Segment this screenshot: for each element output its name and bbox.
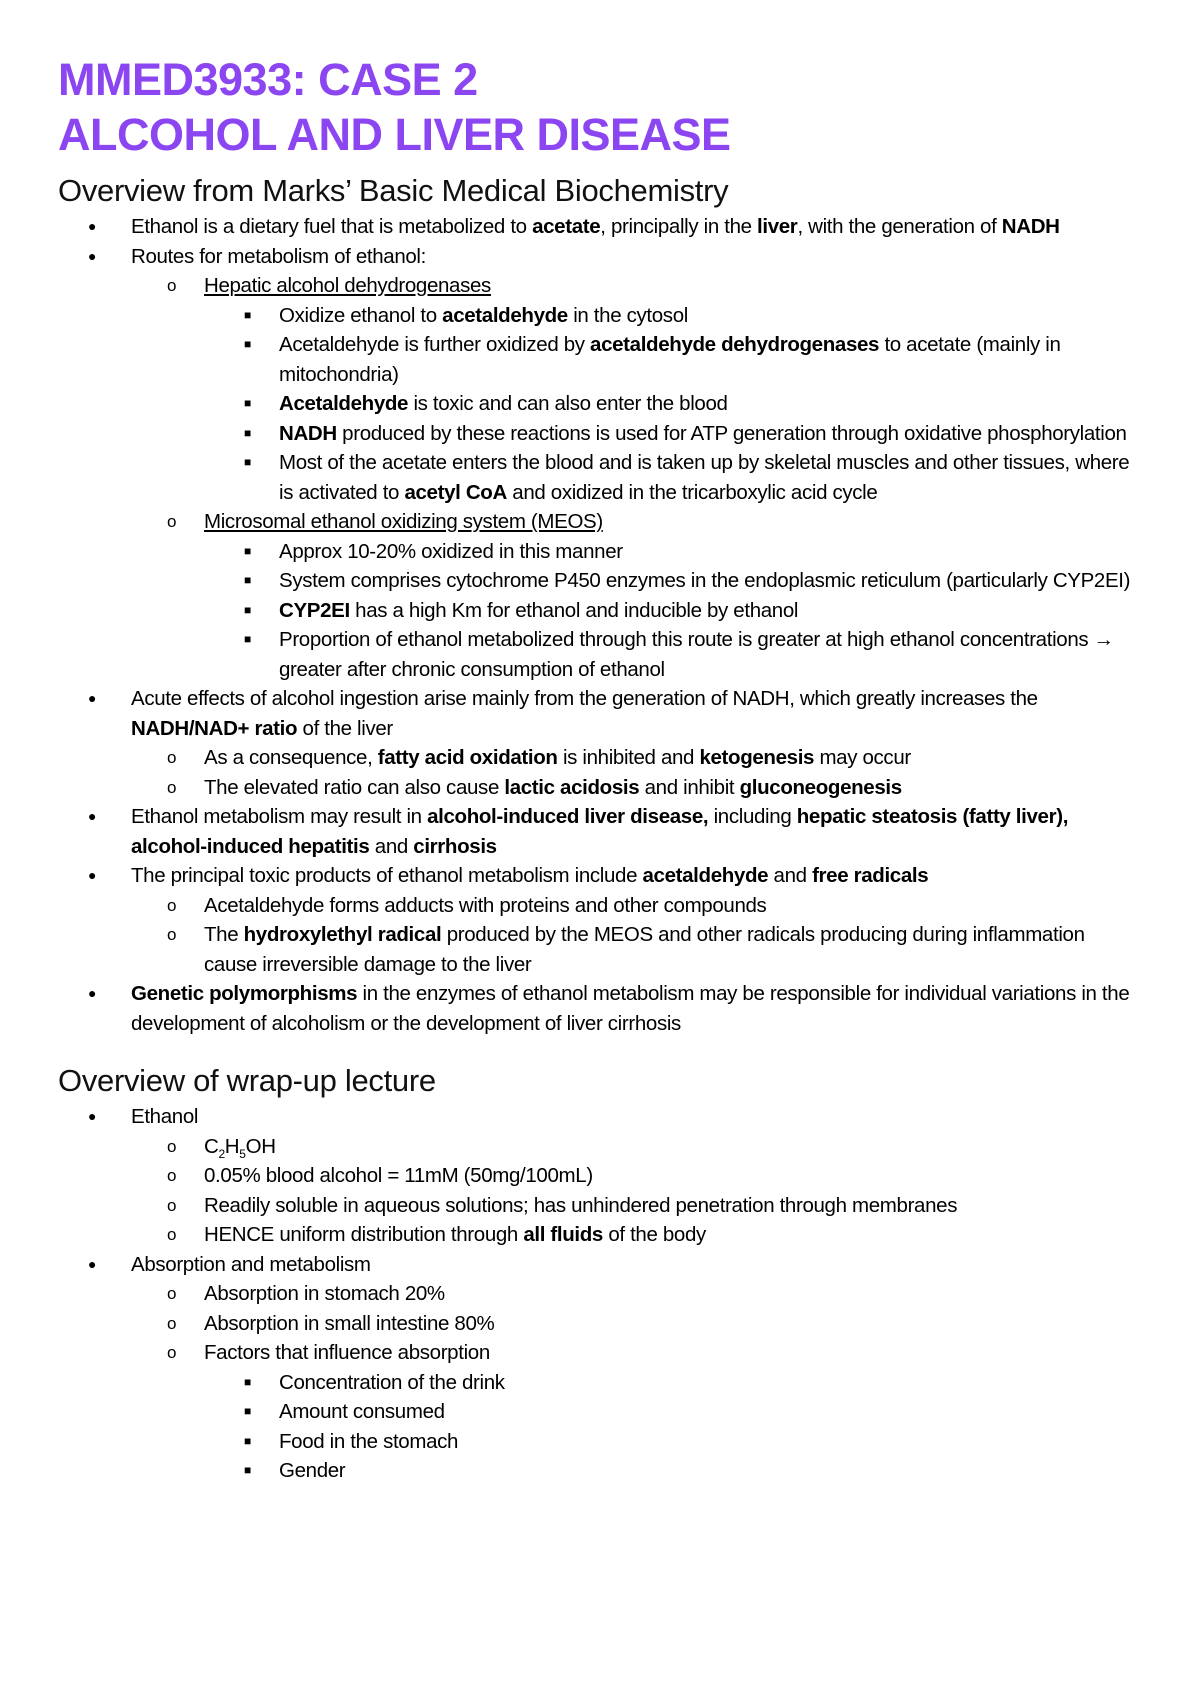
text-run: in the enzymes of ethanol metabolism may be responsible for individual variations in the development of alcoholism or the development of liver cirrhosis: [131, 982, 1130, 1035]
text-run: of the liver: [297, 716, 393, 740]
bold-text: hydroxylethyl radical: [243, 923, 442, 946]
list-item: [58, 566, 1140, 596]
text-run: Ethanol is a dietary fuel that is metabolized to: [131, 215, 533, 238]
list-item: [58, 448, 1140, 507]
list-item: [58, 1279, 1140, 1309]
bold-text: NADH: [1001, 215, 1060, 238]
text-run: As a consequence,: [204, 746, 378, 769]
text-run: Acetaldehyde is further oxidized by: [279, 333, 591, 356]
bold-text: Genetic polymorphisms: [131, 982, 358, 1005]
text-run: to acetate (mainly in mitochondria): [279, 333, 1061, 386]
text-run: Approx 10-20% oxidized in this manner: [279, 539, 623, 563]
text-run: HENCE uniform distribution through: [204, 1223, 524, 1246]
section-heading: Overview from Marks’ Basic Medical Biochemistry: [58, 173, 729, 208]
text-run: is inhibited and: [557, 746, 700, 769]
list-item: [58, 1368, 1140, 1398]
text-run: Acetaldehyde forms adducts with proteins and other compounds: [204, 893, 767, 917]
text-run: , with the generation of: [797, 215, 1002, 238]
bullet-marker-icon: ●: [88, 1255, 97, 1272]
bold-text: Acetaldehyde: [279, 392, 409, 415]
text-run: , principally in the: [600, 215, 758, 238]
bold-text: →: [1093, 628, 1114, 651]
section-wrap-up-lecture: [58, 1060, 1140, 1486]
bullet-marker-icon: o: [167, 748, 177, 767]
text-run: Ethanol: [131, 1105, 199, 1128]
bold-text: alcohol-induced liver disease,: [427, 805, 709, 828]
list-item: [58, 1456, 1140, 1486]
bold-text: CYP2EI: [279, 598, 350, 622]
text-run: Absorption in small intestine 80%: [204, 1311, 495, 1335]
list-item: [58, 743, 1140, 773]
text-run: has a high Km for ethanol and inducible by ethanol: [349, 598, 799, 622]
list-item: [58, 212, 1140, 242]
text-run: OH: [245, 1134, 276, 1158]
text-run: including: [708, 805, 797, 828]
bullet-marker-icon: ■: [244, 1433, 251, 1448]
text-run: Gender: [279, 1459, 346, 1482]
bullet-marker-icon: ■: [244, 543, 251, 558]
bold-text: fatty acid oxidation: [377, 746, 558, 769]
list-item: [58, 1220, 1140, 1250]
bullet-marker-icon: ■: [244, 632, 251, 646]
bullet-marker-icon: ●: [88, 218, 97, 234]
bold-text: liver: [757, 215, 798, 238]
text-run: Proportion of ethanol metabolized through this route is greater at high ethanol concentrations: [279, 628, 1094, 651]
bullet-marker-icon: o: [167, 895, 177, 915]
bullet-marker-icon: o: [167, 276, 177, 295]
bullet-marker-icon: ■: [244, 455, 251, 469]
text-run: in the cytosol: [567, 303, 688, 327]
bullet-marker-icon: ■: [244, 602, 251, 617]
bold-text: hepatic steatosis (fatty liver), alcohol-induced hepatitis: [131, 805, 1069, 858]
bold-text: acetate: [532, 215, 601, 238]
bullet-marker-icon: o: [167, 1225, 177, 1244]
text-run: Amount consumed: [279, 1400, 445, 1423]
text-run: Absorption in stomach 20%: [204, 1282, 445, 1305]
list-item: [58, 1427, 1140, 1457]
list-item: [58, 242, 1140, 272]
list-item: [58, 773, 1140, 803]
bullet-marker-icon: o: [167, 1313, 177, 1333]
text-run: Factors that influence absorption: [204, 1341, 490, 1364]
bold-text: free radicals: [812, 864, 929, 887]
bullet-marker-icon: o: [167, 777, 177, 797]
list-item: [58, 330, 1140, 389]
text-run: C: [204, 1134, 219, 1158]
bullet-marker-icon: ●: [88, 247, 97, 264]
bullet-marker-icon: ■: [244, 337, 251, 351]
list-item: [58, 596, 1140, 626]
bullet-marker-icon: ●: [88, 690, 97, 706]
list-item: [58, 1397, 1140, 1427]
list-item: [58, 1309, 1140, 1339]
bold-text: acetaldehyde dehydrogenases: [590, 333, 880, 356]
text-run: The: [204, 923, 244, 946]
bullet-marker-icon: ■: [244, 396, 251, 410]
bullet-marker-icon: ●: [88, 1108, 97, 1124]
list-item: [58, 1191, 1140, 1221]
bold-text: acetaldehyde: [642, 864, 769, 887]
list-item: [58, 1102, 1140, 1132]
text-run: Readily soluble in aqueous solutions; has unhindered penetration through membranes: [204, 1193, 958, 1217]
bullet-list: [58, 212, 1140, 1038]
bullet-marker-icon: ■: [244, 1404, 251, 1418]
text-run: Absorption and metabolism: [131, 1252, 371, 1276]
list-item: [58, 684, 1140, 743]
list-item: [58, 389, 1140, 419]
text-run: The elevated ratio can also cause: [204, 775, 505, 799]
text-run: Most of the acetate enters the blood and is taken up by skeletal muscles and other tissues, where is activated to: [279, 451, 1130, 504]
list-item: [58, 271, 1140, 301]
text-run: Concentration of the drink: [279, 1370, 505, 1394]
text-run: and: [768, 864, 813, 887]
text-run: Acute effects of alcohol ingestion arise mainly from the generation of NADH, which greatly increases the: [131, 687, 1038, 710]
bold-text: ketogenesis: [699, 746, 815, 769]
bullet-marker-icon: ●: [88, 808, 97, 824]
bold-text: all fluids: [523, 1223, 603, 1246]
text-run: of the body: [602, 1223, 706, 1246]
text-run: Food in the stomach: [279, 1429, 459, 1453]
bold-text: acetyl CoA: [404, 480, 507, 504]
list-item: [58, 537, 1140, 567]
bullet-marker-icon: o: [167, 512, 177, 531]
bold-text: lactic acidosis: [504, 775, 640, 799]
list-item: [58, 507, 1140, 537]
list-item: [58, 920, 1140, 979]
bold-text: NADH: [279, 421, 337, 445]
text-run: produced by these reactions is used for ATP generation through oxidative phosphorylation: [336, 421, 1127, 445]
list-item: [58, 891, 1140, 921]
document-title: MMED3933: CASE 2: [58, 54, 478, 105]
text-run: H: [224, 1134, 240, 1158]
list-item: [58, 1132, 1140, 1162]
list-item: [58, 1250, 1140, 1280]
text-run: and oxidized in the tricarboxylic acid cycle: [506, 480, 878, 504]
text-run: may occur: [814, 746, 911, 769]
text-run: and inhibit: [639, 775, 740, 799]
text-run: Microsomal ethanol oxidizing system (MEOS): [204, 510, 603, 533]
bullet-marker-icon: ●: [88, 867, 97, 883]
text-run: Oxidize ethanol to: [279, 303, 443, 327]
bullet-marker-icon: ■: [244, 573, 251, 587]
list-item: [58, 1161, 1140, 1191]
bullet-marker-icon: o: [167, 1136, 177, 1156]
section-heading: Overview of wrap-up lecture: [58, 1063, 436, 1098]
text-run: 0.05% blood alcohol = 11mM (50mg/100mL): [204, 1164, 593, 1187]
list-item: [58, 419, 1140, 449]
bold-text: gluconeogenesis: [739, 775, 902, 799]
bullet-marker-icon: ■: [244, 1374, 251, 1389]
text-run: is toxic and can also enter the blood: [408, 392, 728, 415]
list-item: [58, 625, 1140, 684]
list-item: [58, 301, 1140, 331]
bullet-marker-icon: o: [167, 1343, 177, 1362]
text-run: and: [369, 834, 414, 858]
bullet-marker-icon: o: [167, 925, 177, 944]
bold-text: cirrhosis: [413, 834, 497, 858]
list-item: [58, 979, 1140, 1038]
text-run: 2: [218, 1146, 225, 1161]
text-run: Routes for metabolism of ethanol:: [131, 244, 426, 268]
text-run: The principal toxic products of ethanol metabolism include: [131, 864, 643, 887]
bold-text: NADH/NAD+ ratio: [131, 716, 298, 740]
text-run: Hepatic alcohol dehydrogenases: [204, 274, 491, 297]
text-run: produced by the MEOS and other radicals producing during inflammation cause irreversible damage to the liver: [204, 923, 1085, 976]
document-subtitle: ALCOHOL AND LIVER DISEASE: [58, 109, 731, 160]
bullet-marker-icon: o: [167, 1166, 177, 1185]
text-run: 5: [239, 1146, 246, 1161]
bullet-marker-icon: ■: [244, 1463, 251, 1477]
text-run: greater after chronic consumption of ethanol: [279, 657, 665, 681]
list-item: [58, 802, 1140, 861]
text-run: Ethanol metabolism may result in: [131, 805, 428, 828]
bullet-marker-icon: ●: [88, 985, 97, 1001]
list-item: [58, 1338, 1140, 1368]
bullet-marker-icon: ■: [244, 307, 251, 322]
bullet-marker-icon: o: [167, 1284, 177, 1303]
bold-text: acetaldehyde: [442, 303, 568, 327]
bullet-marker-icon: o: [167, 1195, 177, 1215]
section-marks-overview: [58, 170, 1140, 1038]
bullet-marker-icon: ■: [244, 425, 251, 440]
bullet-list: [58, 1102, 1140, 1486]
text-run: System comprises cytochrome P450 enzymes in the endoplasmic reticulum (particularly CYP2EI): [279, 569, 1131, 592]
list-item: [58, 861, 1140, 891]
